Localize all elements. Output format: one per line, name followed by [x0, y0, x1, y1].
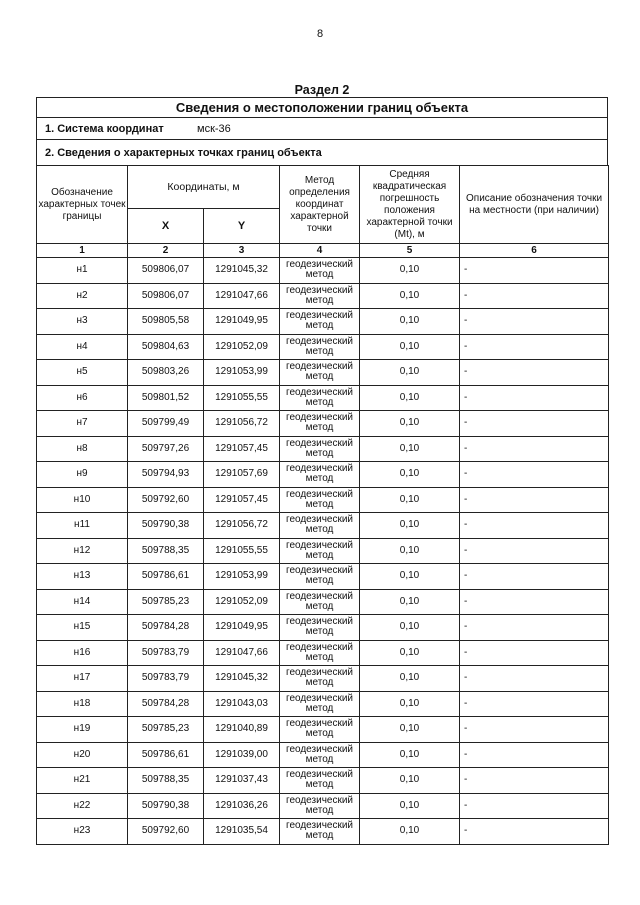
cell-error: 0,10 — [360, 462, 460, 488]
cell-point-designation: н11 — [37, 513, 128, 539]
cell-method: геодезический метод — [280, 768, 360, 794]
cell-error: 0,10 — [360, 615, 460, 641]
cell-point-designation: н12 — [37, 538, 128, 564]
cell-point-designation: н15 — [37, 615, 128, 641]
cell-x-coordinate: 509801,52 — [128, 385, 204, 411]
cell-y-coordinate: 1291040,89 — [204, 717, 280, 743]
cell-point-designation: н10 — [37, 487, 128, 513]
cell-x-coordinate: 509792,60 — [128, 487, 204, 513]
cell-method: геодезический метод — [280, 742, 360, 768]
cell-description: - — [460, 564, 609, 590]
cell-description: - — [460, 513, 609, 539]
cell-description: - — [460, 462, 609, 488]
cell-description: - — [460, 819, 609, 845]
table-row — [37, 309, 609, 335]
cell-error: 0,10 — [360, 640, 460, 666]
cell-x-coordinate: 509804,63 — [128, 334, 204, 360]
cell-point-designation: н22 — [37, 793, 128, 819]
column-number: 4 — [280, 244, 360, 258]
cell-y-coordinate: 1291052,09 — [204, 589, 280, 615]
cell-y-coordinate: 1291055,55 — [204, 538, 280, 564]
table-row — [37, 334, 609, 360]
cell-error: 0,10 — [360, 819, 460, 845]
cell-description: - — [460, 411, 609, 437]
cell-error: 0,10 — [360, 487, 460, 513]
cell-point-designation: н20 — [37, 742, 128, 768]
header-x: X — [128, 209, 204, 244]
cell-point-designation: н5 — [37, 360, 128, 386]
cell-method: геодезический метод — [280, 487, 360, 513]
cell-y-coordinate: 1291053,99 — [204, 564, 280, 590]
cell-x-coordinate: 509803,26 — [128, 360, 204, 386]
table-row — [37, 436, 609, 462]
cell-description: - — [460, 538, 609, 564]
cell-description: - — [460, 283, 609, 309]
cell-x-coordinate: 509784,28 — [128, 615, 204, 641]
cell-error: 0,10 — [360, 385, 460, 411]
cell-method: геодезический метод — [280, 615, 360, 641]
cell-error: 0,10 — [360, 283, 460, 309]
cell-method: геодезический метод — [280, 564, 360, 590]
cell-point-designation: н18 — [37, 691, 128, 717]
cell-y-coordinate: 1291057,69 — [204, 462, 280, 488]
cell-y-coordinate: 1291056,72 — [204, 411, 280, 437]
cell-x-coordinate: 509806,07 — [128, 283, 204, 309]
cell-y-coordinate: 1291055,55 — [204, 385, 280, 411]
cell-point-designation: н8 — [37, 436, 128, 462]
cell-x-coordinate: 509783,79 — [128, 640, 204, 666]
cell-method: геодезический метод — [280, 283, 360, 309]
cell-description: - — [460, 717, 609, 743]
cell-error: 0,10 — [360, 309, 460, 335]
points-table — [36, 165, 609, 845]
cell-x-coordinate: 509783,79 — [128, 666, 204, 692]
cell-y-coordinate: 1291047,66 — [204, 640, 280, 666]
table-row — [37, 462, 609, 488]
header-error: Средняя квадратическая погрешность положения характерной точки (Mt), м — [360, 166, 460, 244]
cell-point-designation: н16 — [37, 640, 128, 666]
cell-y-coordinate: 1291035,54 — [204, 819, 280, 845]
cell-point-designation: н6 — [37, 385, 128, 411]
table-row — [37, 768, 609, 794]
cell-method: геодезический метод — [280, 589, 360, 615]
cell-x-coordinate: 509786,61 — [128, 742, 204, 768]
cell-method: геодезический метод — [280, 462, 360, 488]
table-row — [37, 564, 609, 590]
table-row — [37, 360, 609, 386]
cell-point-designation: н21 — [37, 768, 128, 794]
cell-y-coordinate: 1291053,99 — [204, 360, 280, 386]
table-row — [37, 487, 609, 513]
cell-x-coordinate: 509805,58 — [128, 309, 204, 335]
cell-x-coordinate: 509792,60 — [128, 819, 204, 845]
cell-method: геодезический метод — [280, 513, 360, 539]
cell-error: 0,10 — [360, 258, 460, 284]
header-y: Y — [204, 209, 280, 244]
cell-error: 0,10 — [360, 564, 460, 590]
cell-error: 0,10 — [360, 513, 460, 539]
cell-description: - — [460, 793, 609, 819]
table-row — [37, 538, 609, 564]
cell-description: - — [460, 258, 609, 284]
cell-method: геодезический метод — [280, 717, 360, 743]
cell-y-coordinate: 1291057,45 — [204, 436, 280, 462]
cell-description: - — [460, 309, 609, 335]
header-method: Метод определения координат характерной точки — [280, 166, 360, 244]
cell-x-coordinate: 509788,35 — [128, 538, 204, 564]
cell-method: геодезический метод — [280, 411, 360, 437]
cell-description: - — [460, 589, 609, 615]
cell-method: геодезический метод — [280, 436, 360, 462]
cell-method: геодезический метод — [280, 640, 360, 666]
cell-error: 0,10 — [360, 793, 460, 819]
cell-description: - — [460, 487, 609, 513]
column-number: 2 — [128, 244, 204, 258]
cell-point-designation: н17 — [37, 666, 128, 692]
header-coordinates: Координаты, м — [128, 166, 280, 209]
cell-point-designation: н3 — [37, 309, 128, 335]
cell-x-coordinate: 509784,28 — [128, 691, 204, 717]
cell-point-designation: н13 — [37, 564, 128, 590]
cell-x-coordinate: 509806,07 — [128, 258, 204, 284]
cell-x-coordinate: 509790,38 — [128, 513, 204, 539]
cell-y-coordinate: 1291045,32 — [204, 258, 280, 284]
cell-y-coordinate: 1291045,32 — [204, 666, 280, 692]
cell-error: 0,10 — [360, 436, 460, 462]
column-number: 6 — [460, 244, 609, 258]
cell-point-designation: н4 — [37, 334, 128, 360]
cell-y-coordinate: 1291037,43 — [204, 768, 280, 794]
table-row — [37, 615, 609, 641]
cell-y-coordinate: 1291047,66 — [204, 283, 280, 309]
cell-point-designation: н19 — [37, 717, 128, 743]
cell-error: 0,10 — [360, 742, 460, 768]
table-row — [37, 283, 609, 309]
coordinate-system-value: мск-36 — [197, 122, 231, 135]
cell-error: 0,10 — [360, 768, 460, 794]
cell-method: геодезический метод — [280, 538, 360, 564]
cell-y-coordinate: 1291039,00 — [204, 742, 280, 768]
cell-y-coordinate: 1291049,95 — [204, 615, 280, 641]
cell-method: геодезический метод — [280, 385, 360, 411]
cell-description: - — [460, 615, 609, 641]
cell-x-coordinate: 509785,23 — [128, 717, 204, 743]
cell-description: - — [460, 334, 609, 360]
column-number: 1 — [37, 244, 128, 258]
table-row — [37, 742, 609, 768]
cell-method: геодезический метод — [280, 793, 360, 819]
cell-description: - — [460, 742, 609, 768]
cell-description: - — [460, 666, 609, 692]
cell-error: 0,10 — [360, 666, 460, 692]
cell-method: геодезический метод — [280, 691, 360, 717]
points-table-body — [37, 258, 609, 845]
column-number: 3 — [204, 244, 280, 258]
cell-error: 0,10 — [360, 411, 460, 437]
cell-error: 0,10 — [360, 589, 460, 615]
table-row — [37, 589, 609, 615]
cell-y-coordinate: 1291057,45 — [204, 487, 280, 513]
table-row — [37, 691, 609, 717]
cell-point-designation: н1 — [37, 258, 128, 284]
cell-method: геодезический метод — [280, 819, 360, 845]
page-number: 8 — [316, 28, 324, 40]
cell-y-coordinate: 1291036,26 — [204, 793, 280, 819]
points-section-title: 2. Сведения о характерных точках границ объекта — [36, 139, 608, 165]
table-row — [37, 819, 609, 845]
cell-x-coordinate: 509786,61 — [128, 564, 204, 590]
table-row — [37, 411, 609, 437]
cell-description: - — [460, 385, 609, 411]
cell-method: геодезический метод — [280, 666, 360, 692]
cell-description: - — [460, 768, 609, 794]
table-row — [37, 513, 609, 539]
cell-point-designation: н2 — [37, 283, 128, 309]
column-numbers-row — [37, 244, 609, 258]
cell-y-coordinate: 1291049,95 — [204, 309, 280, 335]
document-sheet — [36, 97, 608, 845]
cell-error: 0,10 — [360, 538, 460, 564]
table-row — [37, 258, 609, 284]
cell-method: геодезический метод — [280, 334, 360, 360]
cell-method: геодезический метод — [280, 309, 360, 335]
cell-point-designation: н14 — [37, 589, 128, 615]
cell-x-coordinate: 509788,35 — [128, 768, 204, 794]
cell-point-designation: н23 — [37, 819, 128, 845]
cell-error: 0,10 — [360, 691, 460, 717]
table-row — [37, 717, 609, 743]
cell-error: 0,10 — [360, 334, 460, 360]
cell-error: 0,10 — [360, 360, 460, 386]
cell-point-designation: н9 — [37, 462, 128, 488]
coordinate-system-label: 1. Система координат — [45, 122, 164, 135]
cell-point-designation: н7 — [37, 411, 128, 437]
table-row — [37, 640, 609, 666]
cell-x-coordinate: 509785,23 — [128, 589, 204, 615]
coordinate-system-row — [36, 117, 608, 139]
cell-description: - — [460, 436, 609, 462]
table-row — [37, 385, 609, 411]
cell-x-coordinate: 509799,49 — [128, 411, 204, 437]
cell-description: - — [460, 640, 609, 666]
table-row — [37, 666, 609, 692]
cell-y-coordinate: 1291043,03 — [204, 691, 280, 717]
cell-method: геодезический метод — [280, 258, 360, 284]
cell-y-coordinate: 1291052,09 — [204, 334, 280, 360]
cell-error: 0,10 — [360, 717, 460, 743]
section-title: Раздел 2 — [294, 83, 350, 97]
header-designation: Обозначение характерных точек границы — [37, 166, 128, 244]
table-row — [37, 793, 609, 819]
cell-method: геодезический метод — [280, 360, 360, 386]
cell-y-coordinate: 1291056,72 — [204, 513, 280, 539]
cell-description: - — [460, 691, 609, 717]
cell-x-coordinate: 509794,93 — [128, 462, 204, 488]
cell-description: - — [460, 360, 609, 386]
main-title: Сведения о местоположении границ объекта — [36, 97, 608, 117]
header-description: Описание обозначения точки на местности (при наличии) — [460, 166, 609, 244]
cell-x-coordinate: 509797,26 — [128, 436, 204, 462]
column-number: 5 — [360, 244, 460, 258]
cell-x-coordinate: 509790,38 — [128, 793, 204, 819]
